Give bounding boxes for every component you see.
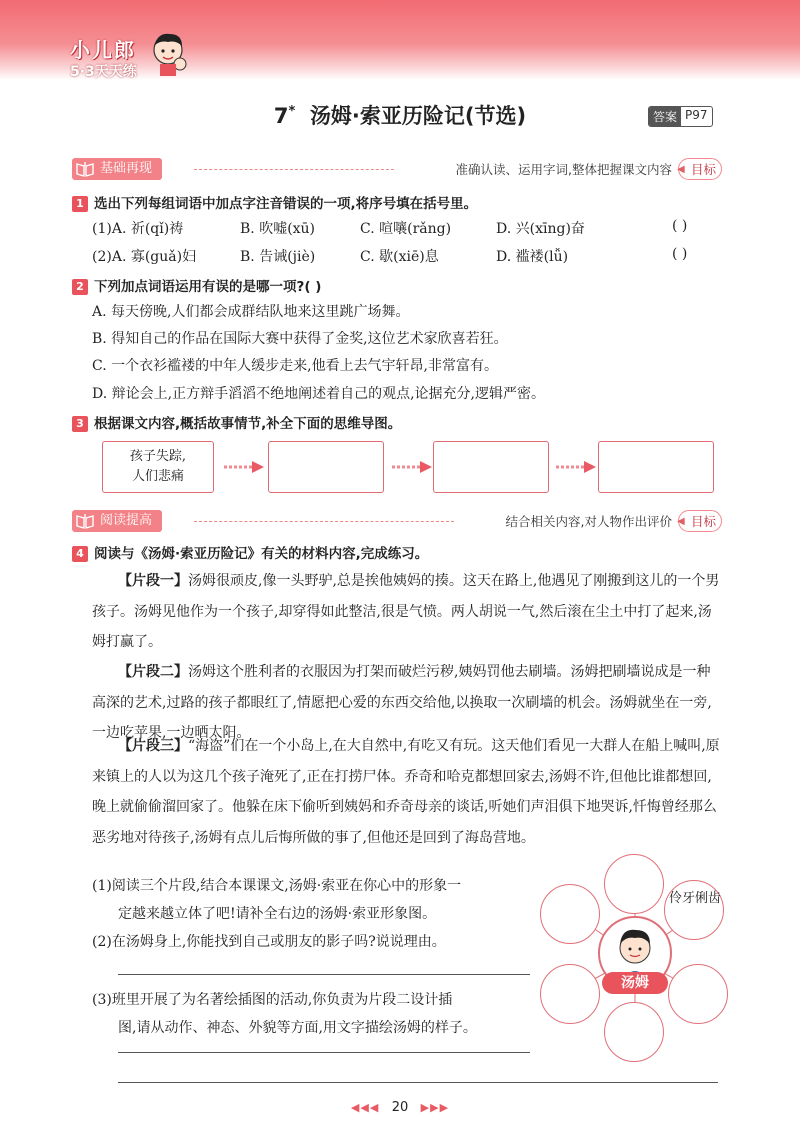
answer-line[interactable]	[118, 1082, 718, 1083]
question-2: 2 下列加点词语运用有误的是哪一项?( )	[72, 275, 321, 295]
q2-option-b: B. 得知自己的作品在国际大赛中获得了金奖,这位艺术家欣喜若狂。	[92, 331, 508, 347]
fragment-label: 【片段一】	[118, 573, 188, 589]
trait-bubble[interactable]	[604, 1002, 664, 1062]
arrow-right-icon	[392, 460, 432, 474]
section-tag: 阅读提高	[72, 510, 162, 532]
trait-bubble[interactable]	[668, 964, 728, 1024]
lesson-title: 汤姆·索亚历险记(节选)	[309, 104, 527, 128]
q1-option-b: B. 吹嘘(xū)	[240, 221, 316, 237]
sub-question-3: (3)班里开展了为名著绘插图的活动,你负责为片段二设计插 图,请从动作、神态、外貌等方面,用文字描绘汤姆的样子。	[92, 992, 477, 1036]
q1-row-2	[92, 246, 722, 268]
section-header-reading	[72, 508, 722, 534]
question-number: 1	[72, 196, 88, 212]
question-number: 3	[72, 416, 88, 432]
fragment-1: 【片段一】汤姆很顽皮,像一头野驴,总是挨他姨妈的揍。这天在路上,他遇见了刚搬到这儿的一个男孩子。汤姆见他作为一个孩子,却穿得如此整洁,很是气愤。两人胡说一气,然后滚在尘土中打了起来,汤姆打赢了。	[92, 573, 720, 650]
arrow-right-icon	[224, 460, 264, 474]
q1-option-b: B. 告诫(jiè)	[240, 249, 316, 265]
goal-badge: ◀ 目标	[678, 158, 722, 180]
sub-question-2: (2)在汤姆身上,你能找到自己或朋友的影子吗?说说理由。	[92, 934, 446, 950]
question-number: 2	[72, 279, 88, 295]
fragment-2: 【片段二】汤姆这个胜利者的衣服因为打架而破烂污秽,姨妈罚他去刷墙。汤姆把刷墙说成是一种高深的艺术,过路的孩子都眼红了,情愿把心爱的东西交给他,以换取一次刷墙的机会。汤姆就坐在一旁,一边吃苹果,一边晒太阳。	[92, 664, 712, 741]
trait-bubble	[664, 880, 724, 940]
chevron-right-icon: ▶▶▶	[420, 1101, 450, 1114]
q2-option-d: D. 辩论会上,正方辩手滔滔不绝地阐述着自己的观点,论据充分,逻辑严密。	[92, 386, 545, 402]
section-divider	[194, 521, 454, 522]
q1-option-a: (2)A. 寡(guǎ)妇	[92, 249, 197, 265]
q1-option-c: C. 喧嚷(rǎng)	[360, 221, 452, 237]
trait-bubble[interactable]	[604, 854, 664, 914]
character-mind-map	[540, 852, 730, 1062]
q1-row-1	[92, 218, 722, 240]
flow-box-1: 孩子失踪, 人们悲痛	[102, 441, 214, 493]
mascot-icon	[148, 30, 188, 78]
page-number: 20	[391, 1100, 409, 1115]
question-4: 4 阅读与《汤姆·索亚历险记》有关的材料内容,完成练习。	[72, 542, 428, 562]
trait-bubble[interactable]	[540, 884, 600, 944]
trait-bubble[interactable]	[540, 964, 600, 1024]
book-icon	[76, 161, 94, 177]
answer-line[interactable]	[118, 974, 530, 975]
section-goal: 准确认读、运用字词,整体把握课文内容	[455, 162, 672, 177]
answer-ref	[648, 106, 713, 127]
flow-box-2[interactable]	[268, 441, 384, 493]
arrow-right-icon	[556, 460, 596, 474]
page-footer	[0, 1100, 800, 1115]
fragment-3: 【片段三】“海盗”们在一个小岛上,在大自然中,有吃又有玩。这天他们看见一大群人在船上喊叫,原来镇上的人以为这几个孩子淹死了,正在打捞尸体。乔奇和哈克都想回家去,汤姆不许,但他比谁都想回,晚上就偷偷溜回家了。他躲在床下偷听到姨妈和乔奇母亲的谈话,听她们声泪俱下地哭诉,忏悔曾经那么恶劣地对待孩子,汤姆有点儿后悔所做的事了,但他还是回到了海岛营地。	[92, 738, 720, 846]
brand-series: 5·3天天练	[70, 64, 137, 80]
center-label: 汤姆	[602, 972, 668, 994]
flow-box-3[interactable]	[433, 441, 549, 493]
sub-question-1: (1)阅读三个片段,结合本课课文,汤姆·索亚在你心中的形象一 定越来越立体了吧!请补全右边的汤姆·索亚形象图。	[92, 878, 462, 922]
answer-paren[interactable]: ( )	[672, 246, 688, 262]
chevron-left-icon: ◀◀◀	[350, 1101, 380, 1114]
fragment-label: 【片段二】	[118, 664, 188, 680]
brand	[70, 34, 137, 81]
section-divider	[194, 169, 394, 170]
answer-label: 答案	[649, 107, 681, 126]
section-goal: 结合相关内容,对人物作出评价	[505, 514, 672, 529]
q2-option-a: A. 每天傍晚,人们都会成群结队地来这里跳广场舞。	[92, 304, 410, 320]
answer-paren[interactable]: ( )	[672, 218, 688, 234]
answer-page: P97	[685, 108, 708, 122]
goal-badge: ◀ 目标	[678, 510, 722, 532]
brand-logo: 小儿郎	[70, 38, 136, 62]
q1-option-c: C. 歇(xiē)息	[360, 249, 439, 265]
question-3: 3 根据课文内容,概括故事情节,补全下面的思维导图。	[72, 412, 401, 432]
q1-option-d: D. 兴(xīng)奋	[496, 221, 585, 237]
lesson-mark: *	[288, 104, 296, 119]
q1-option-a: (1)A. 祈(qǐ)祷	[92, 221, 184, 237]
lesson-number: 7	[273, 104, 289, 128]
trait-text: 伶牙俐齿	[668, 891, 721, 906]
question-1: 1 选出下列每组词语中加点字注音错误的一项,将序号填在括号里。	[72, 192, 477, 212]
answer-line[interactable]	[118, 1052, 530, 1053]
section-tag: 基础再现	[72, 158, 162, 180]
q2-option-c: C. 一个衣衫褴褛的中年人缓步走来,他看上去气宇轩昂,非常富有。	[92, 358, 499, 374]
fragment-label: 【片段三】	[118, 738, 188, 754]
section-header-basic	[72, 156, 722, 182]
book-icon	[76, 513, 94, 529]
q1-option-d: D. 褴褛(lǚ)	[496, 249, 569, 265]
question-number: 4	[72, 546, 88, 562]
flow-box-4[interactable]	[598, 441, 714, 493]
